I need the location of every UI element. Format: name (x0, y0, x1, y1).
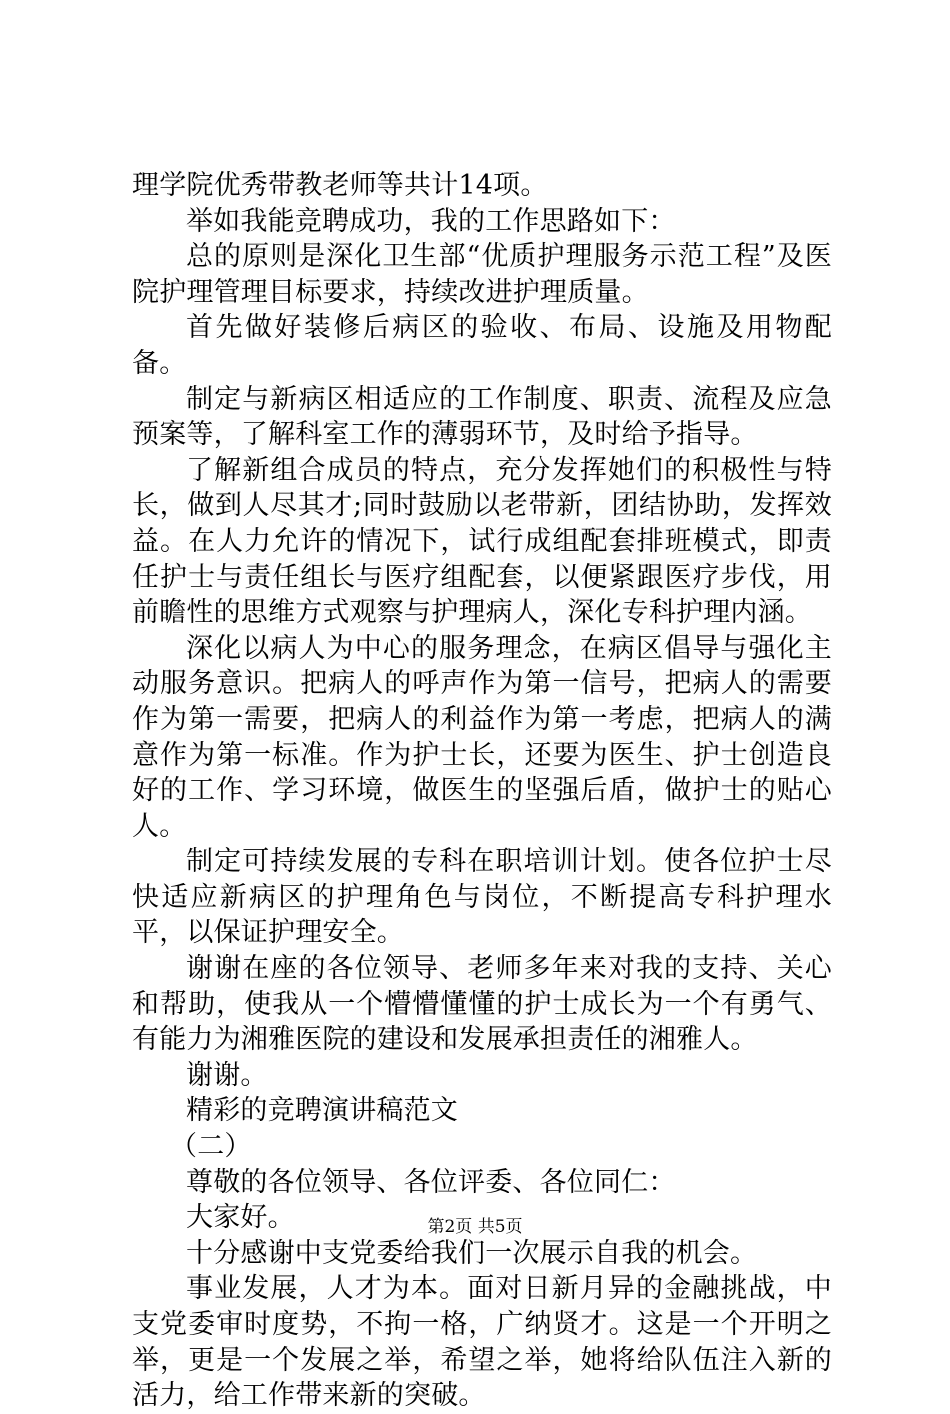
paragraph-work-system: 制定与新病区相适应的工作制度、职责、流程及应急预案等，了解科室工作的薄弱环节，及时给予指导。 (132, 383, 832, 451)
paragraph-salutation: 尊敬的各位领导、各位评委、各位同仁： (186, 1166, 676, 1198)
paragraph-general-principle: 总的原则是深化卫生部“优质护理服务示范工程”及医院护理管理目标要求，持续改进护理质量。 (132, 241, 832, 308)
section-title: 精彩的竞聘演讲稿范文 (186, 1095, 458, 1127)
paragraph-career-development: 事业发展，人才为本。面对日新月异的金融挑战，中支党委审时度势，不拘一格，广纳贤才。这是一个开明之举，更是一个发展之举，希望之举，她将给队伍注入新的活力，给工作带来新的突破。 (132, 1273, 832, 1412)
paragraph-awards: 理学院优秀带教老师等共计14项。 (132, 170, 548, 201)
paragraph-thanks: 谢谢。 (186, 1059, 268, 1091)
page-number-footer: 第2页 共5页 (427, 1217, 523, 1237)
paragraph-appreciation: 十分感谢中支党委给我们一次展示自我的机会。 (186, 1237, 758, 1269)
section-number: （二） (170, 1131, 252, 1163)
paragraph-team-members: 了解新组合成员的特点，充分发挥她们的积极性与特长，做到人尽其才;同时鼓励以老带新，团结协助，发挥效益。在人力允许的情况下，试行成组配套排班模式，即责任护士与责任组长与医疗组配套，以便紧跟医疗步伐，用前瞻性的思维方式观察与护理病人，深化专科护理内涵。 (132, 454, 832, 629)
paragraph-renovation: 首先做好装修后病区的验收、布局、设施及用物配备。 (132, 312, 832, 379)
paragraph-training-plan: 制定可持续发展的专科在职培训计划。使各位护士尽快适应新病区的护理角色与岗位，不断提高专科护理水平，以保证护理安全。 (132, 846, 832, 949)
paragraph-gratitude: 谢谢在座的各位领导、老师多年来对我的支持、关心和帮助，使我从一个懵懵懂懂的护士成长为一个有勇气、有能力为湘雅医院的建设和发展承担责任的湘雅人。 (132, 953, 832, 1056)
paragraph-patient-centered: 深化以病人为中心的服务理念，在病区倡导与强化主动服务意识。把病人的呼声作为第一信号，把病人的需要作为第一需要，把病人的利益作为第一考虑，把病人的满意作为第一标准。作为护士长，还要为医生、护士创造良好的工作、学习环境，做医生的坚强后盾，做护士的贴心人。 (132, 632, 832, 842)
paragraph-work-plan-intro: 举如我能竞聘成功，我的工作思路如下： (186, 205, 676, 237)
paragraph-greeting: 大家好。 (186, 1202, 295, 1234)
